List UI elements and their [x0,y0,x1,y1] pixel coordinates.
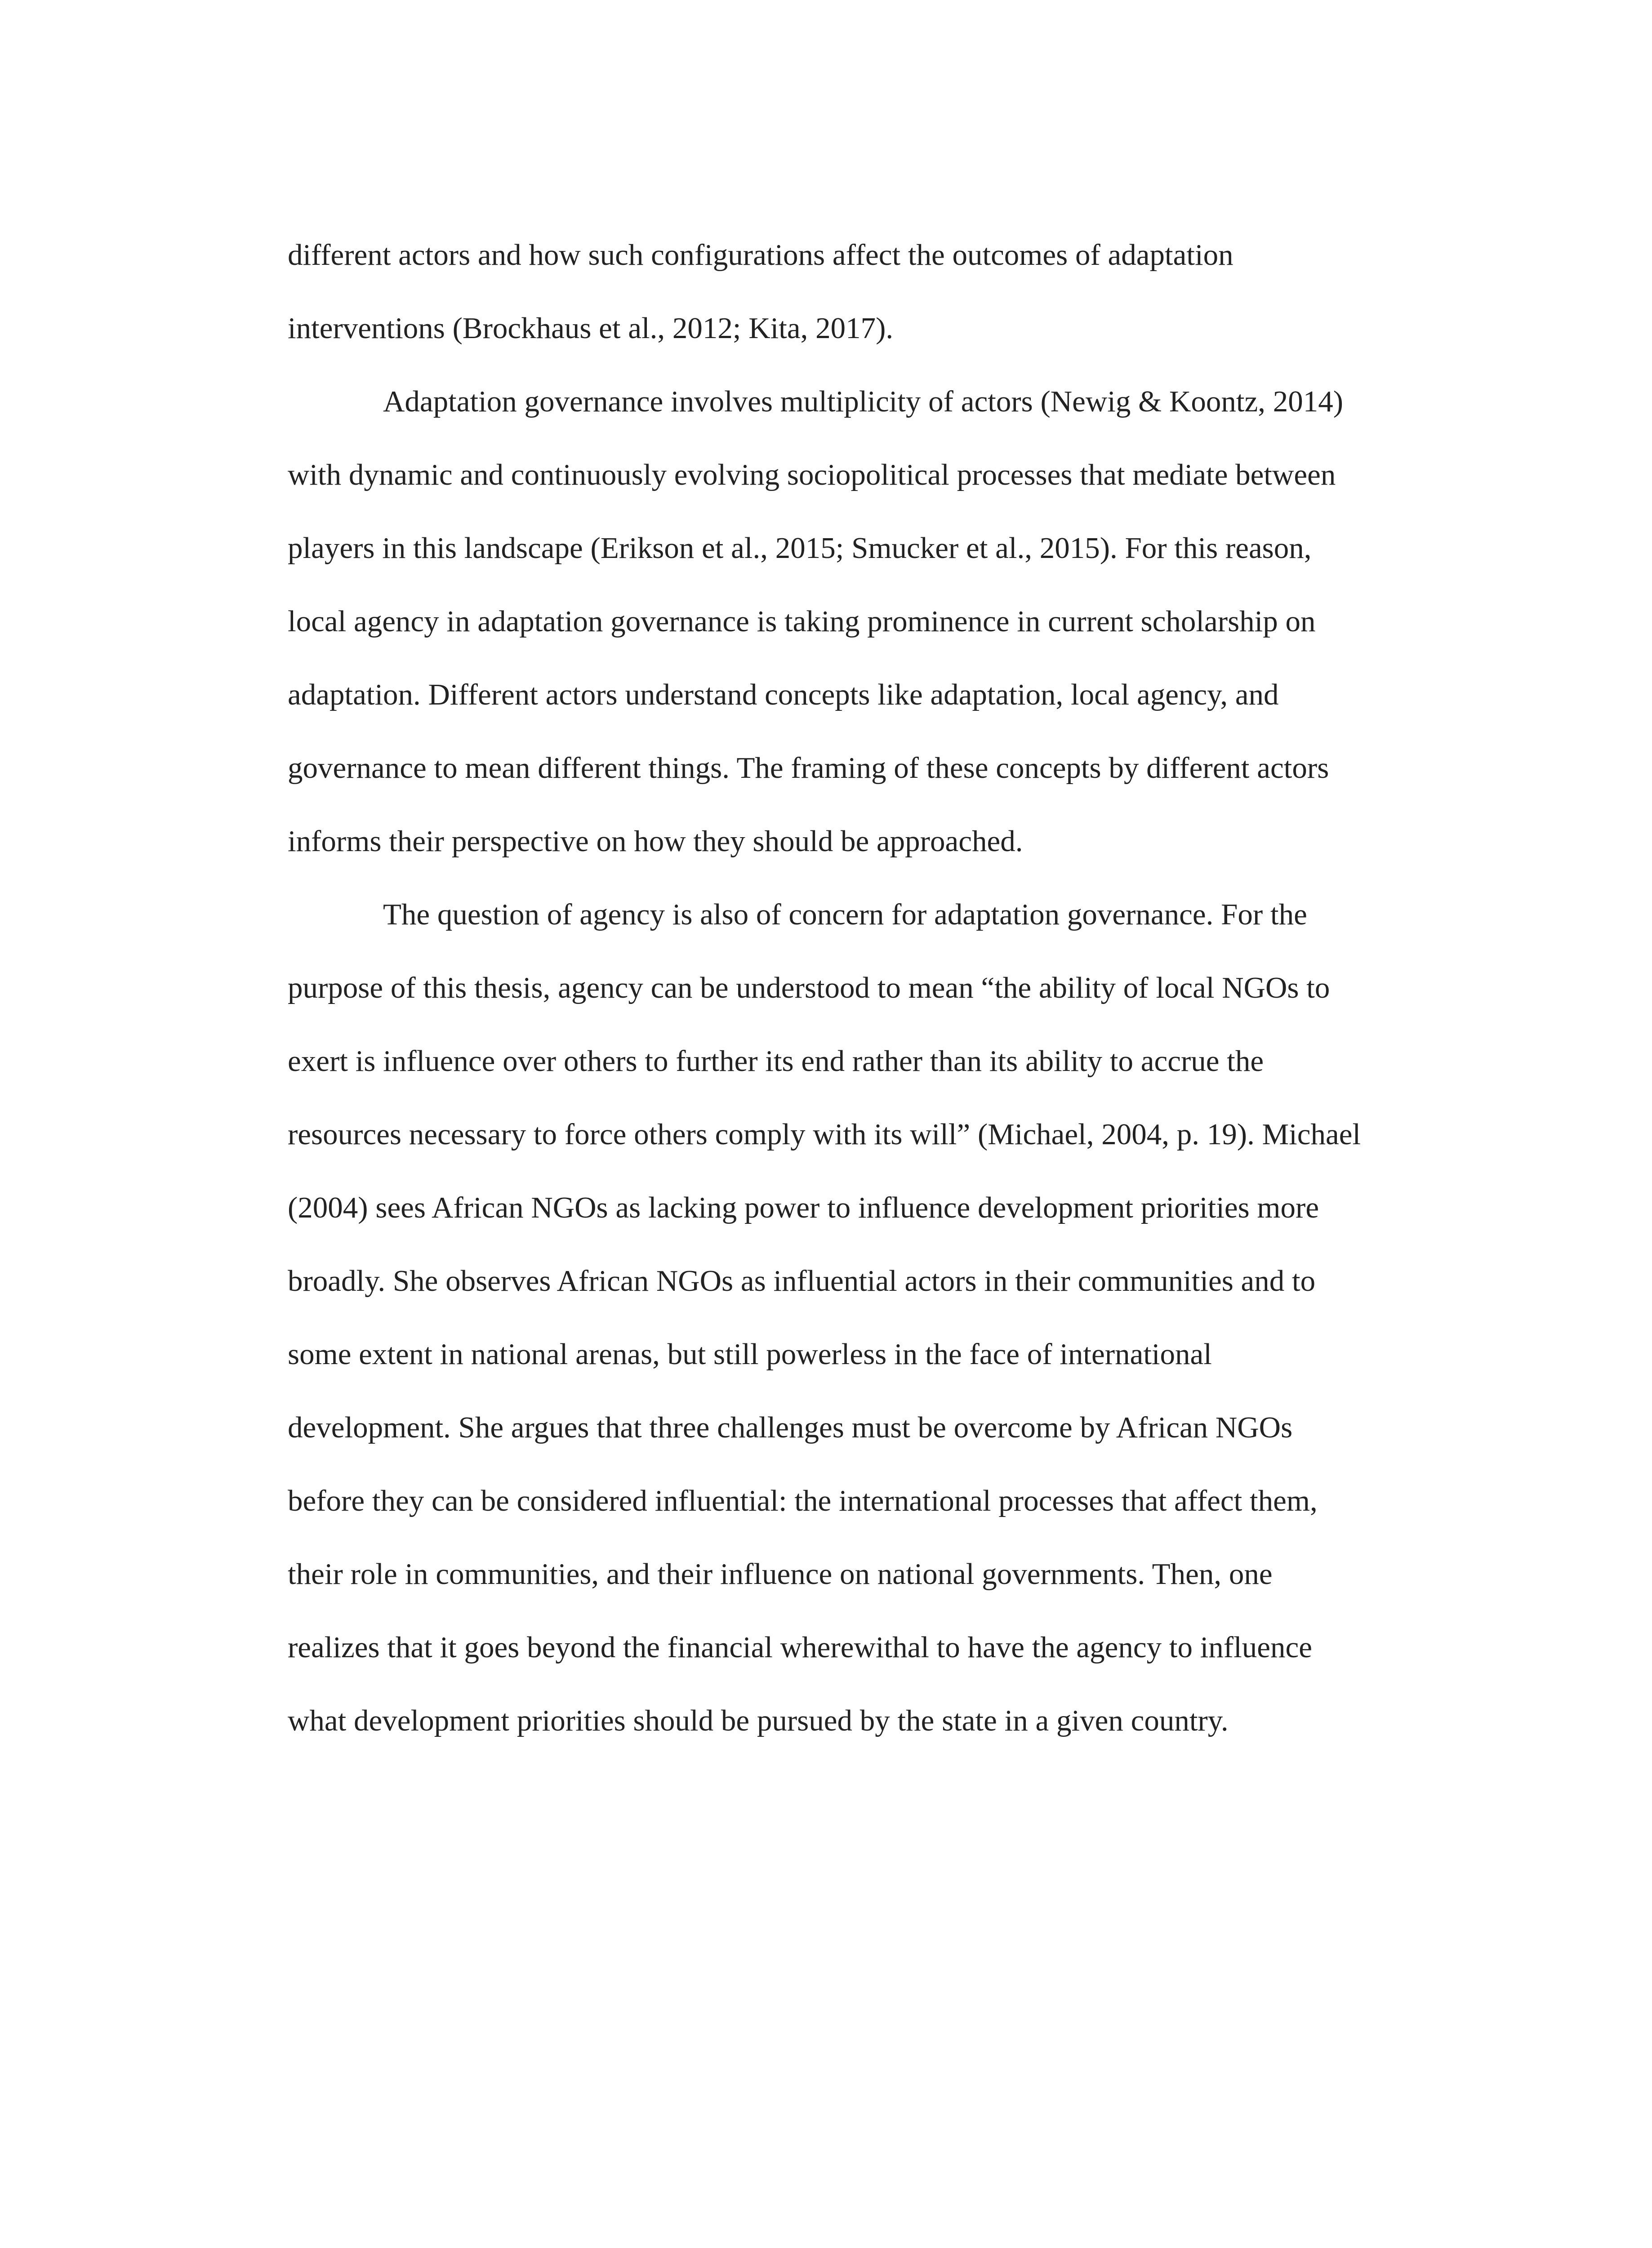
text-line: what development priorities should be pursued by the state in a given country. [288,1704,1229,1737]
paragraph-2 [288,365,1438,878]
text-line: resources necessary to force others comply with its will” (Michael, 2004, p. 19). Michael [288,1118,1361,1151]
text-line-indented: The question of agency is also of concern for adaptation governance. For the [383,898,1307,931]
text-line: their role in communities, and their influence on national governments. Then, one [288,1557,1273,1591]
text-line: exert is influence over others to further its end rather than its ability to accrue the [288,1044,1264,1078]
paragraph-3 [288,878,1438,1757]
text-line: different actors and how such configurations affect the outcomes of adaptation [288,238,1233,272]
text-line: some extent in national arenas, but still powerless in the face of international [288,1338,1212,1371]
text-line: informs their perspective on how they should be approached. [288,825,1023,858]
text-line: governance to mean different things. The framing of these concepts by different actors [288,751,1329,785]
text-line: development. She argues that three challenges must be overcome by African NGOs [288,1411,1293,1444]
text-line: purpose of this thesis, agency can be understood to mean “the ability of local NGOs to [288,971,1330,1004]
text-line: with dynamic and continuously evolving sociopolitical processes that mediate between [288,458,1336,491]
text-line: local agency in adaptation governance is taking prominence in current scholarship on [288,605,1316,638]
text-line: realizes that it goes beyond the financial wherewithal to have the agency to influence [288,1631,1312,1664]
text-line: players in this landscape (Erikson et al., 2015; Smucker et al., 2015). For this reason, [288,531,1312,565]
text-line: adaptation. Different actors understand concepts like adaptation, local agency, and [288,678,1279,711]
paragraph-1 [288,219,1438,365]
text-line: before they can be considered influential: the international processes that affect them, [288,1484,1318,1517]
text-line: broadly. She observes African NGOs as influential actors in their communities and to [288,1264,1316,1298]
text-line: interventions (Brockhaus et al., 2012; Kita, 2017). [288,312,894,345]
body-text [288,219,1438,1757]
text-line: (2004) sees African NGOs as lacking power to influence development priorities more [288,1191,1319,1224]
text-line-indented: Adaptation governance involves multiplicity of actors (Newig & Koontz, 2014) [383,385,1344,418]
